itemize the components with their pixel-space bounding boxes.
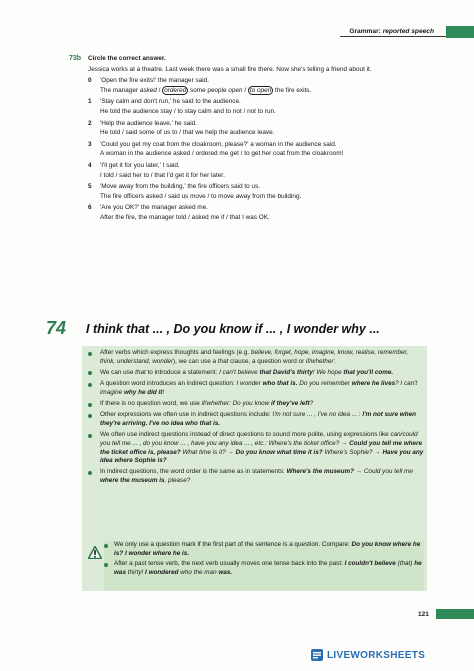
- grammar-bullet-6: [86, 468, 424, 485]
- item-question: 'Stay calm and don't run,' he said to the audience.: [100, 98, 241, 106]
- item-number: 4: [88, 161, 92, 169]
- exercise-number: 73b: [69, 55, 82, 62]
- bullet-dot: [88, 352, 92, 356]
- item-number: 5: [88, 183, 92, 191]
- header-title-prefix: Grammar:: [349, 28, 383, 35]
- grammar-bullet-text: I'm not sure ... , I've no idea ... :: [272, 411, 363, 419]
- grammar-bullet-text: We can use: [100, 368, 136, 376]
- warning-box: [104, 541, 424, 590]
- bullet-dot: [88, 403, 92, 407]
- warning-bullet-text: who the man: [178, 569, 219, 577]
- grammar-bullet-text: Where's the museum?: [286, 468, 354, 476]
- header-tab: [446, 26, 474, 38]
- exercise-item-2: [88, 119, 418, 138]
- exercise-item-3: [88, 140, 418, 159]
- warning-bullet-text: (that): [395, 560, 415, 568]
- grammar-bullet-text: why he did it: [123, 388, 163, 396]
- grammar-bullet-text: if/whether: [305, 357, 334, 365]
- item-answer: [100, 86, 418, 96]
- bullet-dot: [88, 414, 92, 418]
- grammar-bullet-4: [86, 411, 424, 428]
- item-number: 1: [88, 98, 92, 106]
- grammar-bullet-0: [86, 349, 424, 366]
- item-answer[interactable]: A woman in the audience asked / ordered me get / to get her coat from the cloakroom!: [100, 150, 344, 158]
- warning-bullet-text: I wonder where he is.: [124, 549, 190, 557]
- grammar-bullet-text: if they've left: [271, 400, 310, 408]
- grammar-bullet-text: , please?: [164, 477, 191, 485]
- answer-option[interactable]: open: [228, 86, 243, 94]
- item-number: 0: [88, 77, 92, 85]
- grammar-bullet-text: Do you remember: [297, 380, 352, 388]
- grammar-bullet-3: [86, 400, 424, 409]
- item-question: 'Help the audience leave,' he said.: [100, 119, 197, 127]
- warning-icon: [88, 546, 102, 559]
- grammar-bullet-text: where he lives: [351, 380, 396, 388]
- grammar-bullet-text: ?: [309, 400, 314, 408]
- section-74-heading: [46, 318, 466, 340]
- grammar-bullet-5: [86, 431, 424, 466]
- warning-bullet-text: After a past tense verb, the next verb usually moves one tense back into the past:: [114, 560, 345, 568]
- bullet-dot: [88, 434, 92, 438]
- grammar-bullet-text: can/could you tell me ... , do you know ... , have you any idea ... , etc.: Where's the ticket office? →: [100, 431, 418, 447]
- answer-sep: /: [156, 86, 163, 94]
- item-question: 'Are you OK?' the manager asked me.: [100, 204, 208, 212]
- section-number: 74: [46, 318, 67, 338]
- answer-text: the fire exits.: [273, 86, 312, 94]
- grammar-bullet-text: where the museum is: [100, 477, 165, 485]
- grammar-bullet-text: → Could you tell me: [353, 468, 413, 476]
- header-title-topic: reported speech: [382, 28, 434, 35]
- grammar-bullet-text: Could you tell me where the ticket office is, please?: [100, 439, 423, 456]
- section-title: I think that ... , Do you know if ... , I wonder why ...: [86, 322, 380, 336]
- grammar-bullet-text: Have you any idea where Sophie is?: [100, 448, 424, 465]
- grammar-bullet-text: Other expressions we often use in indirect questions include:: [100, 411, 273, 419]
- item-question: 'I'll get it for you later,' I said.: [100, 161, 180, 169]
- warning-bullet-text: was.: [218, 569, 233, 577]
- grammar-bullet-text: I can't believe: [219, 368, 260, 376]
- grammar-bullet-text: that you'll come.: [343, 368, 394, 376]
- item-number: 3: [88, 140, 92, 148]
- answer-option-circled[interactable]: ordered: [164, 86, 187, 94]
- warning-bullet-0: [104, 541, 424, 558]
- grammar-bullet-text: In indirect questions, the word order is the same as in statements:: [100, 468, 287, 476]
- grammar-bullet-text: ! We hope: [312, 368, 344, 376]
- grammar-bullet-text: A question word introduces an indirect question:: [100, 380, 237, 388]
- item-question: 'Open the fire exits!' the manager said.: [100, 77, 210, 85]
- grammar-bullet-text: that David's thirty: [259, 368, 313, 376]
- grammar-bullet-text: After verbs which express thoughts and feelings (e.g.: [100, 349, 251, 356]
- item-question: 'Move away from the building,' the fire officers said to us.: [100, 183, 261, 191]
- exercise-instruction: Circle the correct answer.: [88, 55, 166, 62]
- grammar-bullet-2: [86, 380, 424, 397]
- warning-bullet-text: he was: [114, 560, 422, 577]
- grammar-bullet-text: that: [135, 368, 146, 376]
- item-number: 6: [88, 204, 92, 212]
- liveworksheets-logo-icon: [310, 648, 324, 662]
- grammar-bullet-text: to introduce a statement:: [145, 368, 220, 376]
- grammar-bullet-text: ? I can't imagine: [100, 380, 418, 396]
- grammar-bullets: [86, 349, 424, 488]
- exercise-item-5: [88, 182, 418, 201]
- grammar-bullet-text: I'm not sure when they're arriving.: [100, 411, 416, 427]
- bullet-dot: [88, 371, 92, 375]
- grammar-bullet-1: [86, 369, 424, 378]
- item-answer[interactable]: I told / said her to / that I'd get it for her later.: [100, 171, 225, 179]
- exercise-item-4: [88, 161, 418, 180]
- grammar-bullet-text: We often use indirect questions instead of direct questions to sound more polite, using expressions like: [100, 431, 391, 439]
- grammar-bullet-text: believe, forget, hope, imagine, know, realise, remember, think, understand, wonder: [100, 349, 409, 365]
- grammar-bullet-text: What time is it? →: [180, 448, 236, 456]
- answer-text: some people: [188, 86, 229, 94]
- bullet-dot: [88, 383, 92, 387]
- warning-bullet-text: thirty!: [126, 569, 146, 577]
- item-answer[interactable]: After the fire, the manager told / asked me if / that I was OK.: [100, 213, 270, 221]
- item-answer[interactable]: The fire officers asked / said us move / to move away from the building.: [100, 192, 302, 200]
- grammar-bullet-text: I've no idea who that is.: [149, 419, 221, 427]
- exercise-item-0: [88, 76, 418, 95]
- brand-name: LIVEWORKSHEETS: [327, 650, 426, 661]
- grammar-bullet-text: ), we can use a: [173, 357, 218, 365]
- exercise-intro: Jessica works at a theatre. Last week there was a small fire there. Now she's telling a friend about it.: [88, 65, 372, 73]
- header-title: [349, 28, 434, 35]
- answer-option[interactable]: asked: [139, 86, 157, 94]
- exercise-item-6: [88, 203, 418, 222]
- answer-sep: /: [242, 86, 248, 94]
- page-number: 121: [418, 611, 429, 618]
- bullet-dot: [88, 471, 92, 475]
- page-header: [0, 0, 474, 40]
- grammar-bullet-text: I wonder: [236, 380, 263, 388]
- grammar-bullet-text: Do you know what time it is?: [235, 448, 323, 456]
- bullet-dot: [104, 563, 108, 567]
- warning-bullet-1: [104, 560, 424, 577]
- exercise-73b: [69, 54, 418, 223]
- warning-bullet-text: I couldn't believe: [344, 560, 396, 568]
- bullet-dot: [104, 544, 108, 548]
- grammar-bullet-text: if/whether: Do you know: [201, 400, 272, 408]
- warning-bullet-text: We only use a question mark if the first part of the sentence is a question. Compare:: [114, 541, 352, 548]
- grammar-bullet-text: !: [162, 388, 165, 396]
- item-question: 'Could you get my coat from the cloakroom, please?' a woman in the audience said.: [100, 140, 337, 148]
- warning-bullet-text: I wondered: [145, 569, 179, 577]
- grammar-bullet-text: clause, a question word or: [228, 357, 306, 365]
- page-number-bar: [436, 609, 474, 619]
- answer-text: The manager: [100, 86, 140, 94]
- exercise-item-1: [88, 97, 418, 116]
- warning-bullet-text: Do you know where he is?: [114, 541, 421, 557]
- answer-option-circled[interactable]: to open: [249, 86, 272, 94]
- grammar-bullet-text: If there is no question word, we use: [100, 400, 202, 408]
- grammar-bullet-text: who that is.: [262, 380, 298, 388]
- item-number: 2: [88, 119, 92, 127]
- item-answer[interactable]: He told the audience stay / to stay calm and to not / not to run.: [100, 107, 276, 115]
- grammar-bullet-text: that: [217, 357, 229, 365]
- item-answer[interactable]: He told / said some of us to / that we help the audience leave.: [100, 129, 275, 137]
- grammar-bullet-text: :: [333, 357, 336, 365]
- grammar-bullet-text: Where's Sophie? →: [322, 448, 383, 456]
